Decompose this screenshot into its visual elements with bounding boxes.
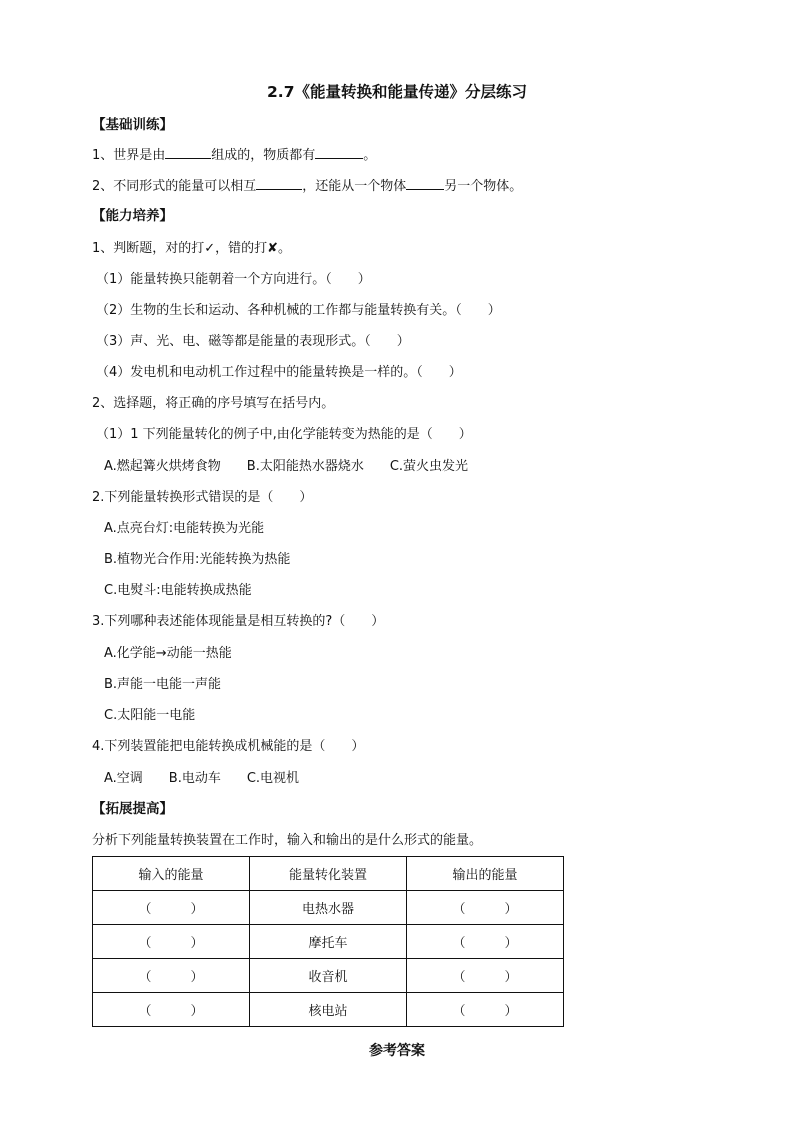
q1-blank-2[interactable] xyxy=(315,146,363,159)
choice-3-option-a: A.化学能→动能一热能 xyxy=(104,646,232,661)
basic-question-2 xyxy=(92,177,522,196)
q2-blank-1[interactable] xyxy=(256,177,302,190)
judge-item-4: （4）发电机和电动机工作过程中的能量转换是一样的。（ ） xyxy=(96,365,462,380)
output-energy-cell[interactable]: （ ） xyxy=(407,959,564,993)
judge-title: 1、判断题，对的打✓，错的打✘。 xyxy=(92,241,292,256)
choice-4-question: 4.下列装置能把电能转换成机械能的是（ ） xyxy=(92,739,365,754)
choice-1-options: A.燃起篝火烘烤食物 B.太阳能热水器烧水 C.萤火虫发光 xyxy=(104,459,469,474)
judge-item-1: （1）能量转换只能朝着一个方向进行。（ ） xyxy=(96,272,371,287)
input-energy-cell[interactable]: （ ） xyxy=(93,993,250,1027)
answer-key-title: 参考答案 xyxy=(369,1043,425,1059)
output-energy-cell[interactable]: （ ） xyxy=(407,993,564,1027)
section-basic: 【基础训练】 xyxy=(92,117,173,133)
section-extension: 【拓展提高】 xyxy=(92,801,173,817)
energy-conversion-table xyxy=(92,856,564,1027)
judge-item-3: （3）声、光、电、磁等都是能量的表现形式。（ ） xyxy=(96,334,410,349)
table-row xyxy=(93,993,564,1027)
choice-2-option-b: B.植物光合作用:光能转换为热能 xyxy=(104,552,291,567)
extension-intro: 分析下列能量转换装置在工作时，输入和输出的是什么形式的能量。 xyxy=(92,833,483,848)
table-header-row xyxy=(93,857,564,891)
device-cell: 摩托车 xyxy=(250,925,407,959)
q1-text-c: 。 xyxy=(363,148,377,163)
q1-text-a: 1、世界是由 xyxy=(92,148,166,163)
table-row xyxy=(93,959,564,993)
q2-blank-2[interactable] xyxy=(406,177,444,190)
header-input-energy: 输入的能量 xyxy=(93,857,250,891)
choice-2-question: 2.下列能量转换形式错误的是（ ） xyxy=(92,490,313,505)
section-ability: 【能力培养】 xyxy=(92,208,173,224)
q1-blank-1[interactable] xyxy=(165,146,211,159)
output-energy-cell[interactable]: （ ） xyxy=(407,891,564,925)
choice-3-option-b: B.声能一电能一声能 xyxy=(104,677,222,692)
q2-text-c: 另一个物体。 xyxy=(444,179,523,194)
header-device: 能量转化装置 xyxy=(250,857,407,891)
device-cell: 收音机 xyxy=(250,959,407,993)
page-title: 2.7《能量转换和能量传递》分层练习 xyxy=(267,83,527,101)
header-output-energy: 输出的能量 xyxy=(407,857,564,891)
device-cell: 电热水器 xyxy=(250,891,407,925)
q2-text-a: 2、不同形式的能量可以相互 xyxy=(92,179,257,194)
choice-3-option-c: C.太阳能一电能 xyxy=(104,708,196,723)
choice-2-option-a: A.点亮台灯:电能转换为光能 xyxy=(104,521,265,536)
table-row xyxy=(93,891,564,925)
device-cell: 核电站 xyxy=(250,993,407,1027)
q2-text-b: ，还能从一个物体 xyxy=(302,179,407,194)
input-energy-cell[interactable]: （ ） xyxy=(93,891,250,925)
choice-2-option-c: C.电熨斗:电能转换成热能 xyxy=(104,583,252,598)
q1-text-b: 组成的，物质都有 xyxy=(211,148,316,163)
input-energy-cell[interactable]: （ ） xyxy=(93,925,250,959)
choice-title: 2、选择题，将正确的序号填写在括号内。 xyxy=(92,396,335,411)
choice-4-options: A.空调 B.电动车 C.电视机 xyxy=(104,771,300,786)
table-row xyxy=(93,925,564,959)
choice-3-question: 3.下列哪种表述能体现能量是相互转换的?（ ） xyxy=(92,614,385,629)
input-energy-cell[interactable]: （ ） xyxy=(93,959,250,993)
choice-1-question: （1）1 下列能量转化的例子中,由化学能转变为热能的是（ ） xyxy=(96,427,472,442)
basic-question-1 xyxy=(92,146,376,165)
output-energy-cell[interactable]: （ ） xyxy=(407,925,564,959)
judge-item-2: （2）生物的生长和运动、各种机械的工作都与能量转换有关。（ ） xyxy=(96,303,501,318)
